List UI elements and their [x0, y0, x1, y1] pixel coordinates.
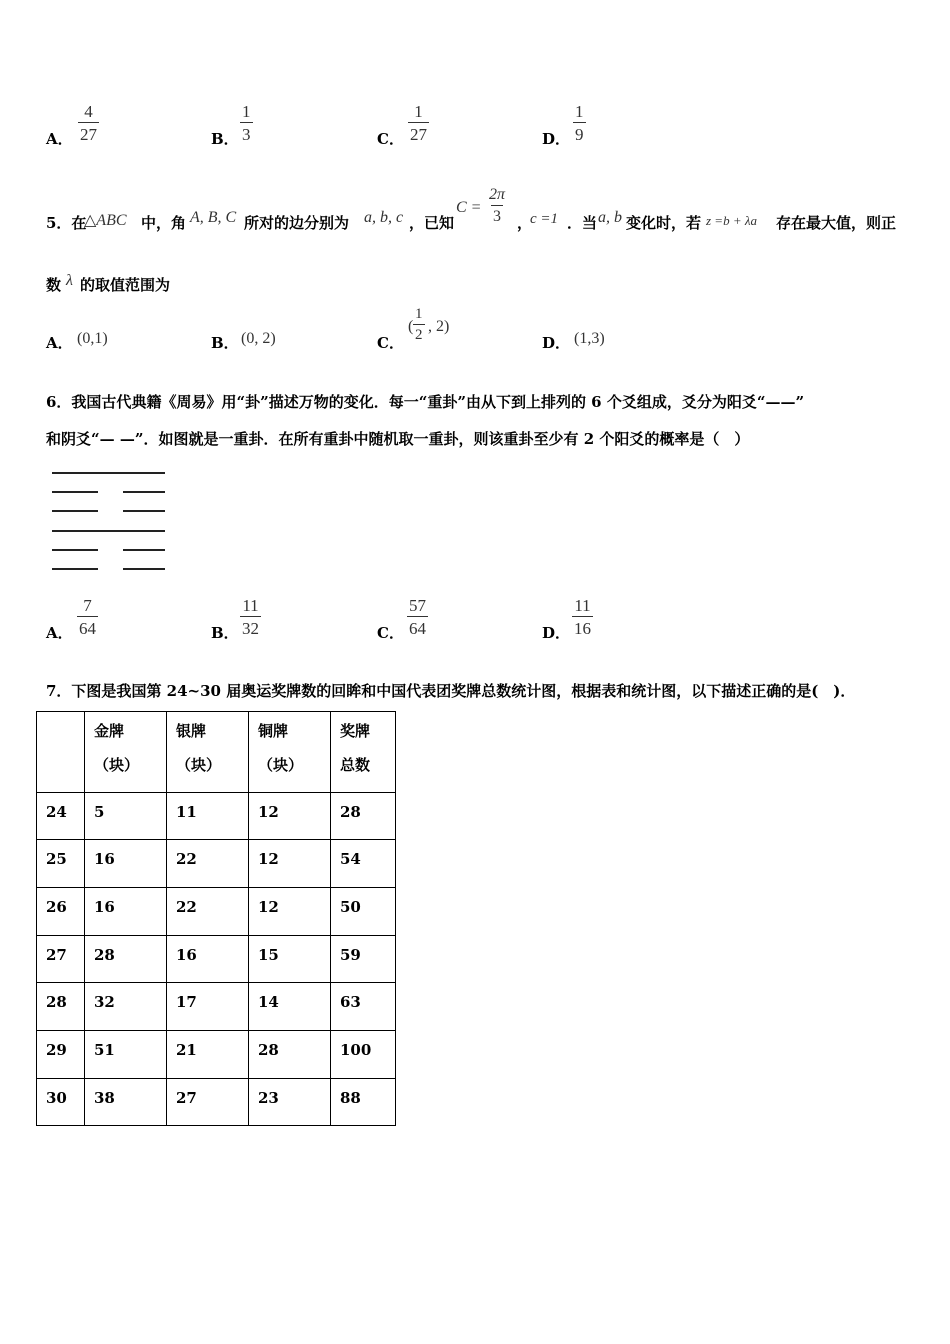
table-cell: 59 [331, 936, 396, 983]
table-cell: 27 [167, 1079, 249, 1126]
table-row [37, 888, 396, 936]
yang-line [52, 530, 165, 532]
option-value-rest: , 2) [428, 318, 450, 335]
q5-text: 存在最大值，则正 [776, 214, 897, 232]
table-cell: 29 [37, 1031, 85, 1079]
option-fraction: $\frac{4}{27}$ [80, 102, 97, 144]
option-label: B． [211, 130, 239, 148]
yin-line-left [52, 491, 98, 493]
q5-sides: a, b, c [364, 209, 404, 226]
table-cell: 51 [85, 1031, 167, 1079]
option-label: C． [377, 624, 404, 642]
q5-text: 数 [46, 276, 62, 294]
yang-line [52, 472, 165, 474]
q5-text: ，已知 [409, 214, 455, 232]
q6-text-line2: 和阴爻“— —”．如图就是一重卦．在所有重卦中随机取一重卦，则该重卦至少有 2 个阳爻的概率是（ ） [46, 430, 750, 448]
table-cell: 32 [85, 983, 167, 1031]
table-cell: 24 [37, 793, 85, 840]
table-cell: 100 [331, 1031, 396, 1079]
table-cell: 12 [249, 793, 331, 840]
table-row [37, 936, 396, 983]
option-label: B． [211, 624, 239, 642]
q5-angles: A, B, C [190, 209, 237, 226]
table-cell: 50 [331, 888, 396, 936]
table-cell: 63 [331, 983, 396, 1031]
table-cell: 22 [167, 840, 249, 888]
table-cell: 17 [167, 983, 249, 1031]
q5-ab: a, b [598, 209, 622, 226]
header-cell-silver: 银牌 （块） [167, 712, 249, 793]
table-cell: 88 [331, 1079, 396, 1126]
option-fraction: $\frac{1}{9}$ [575, 102, 584, 144]
option-label: A． [46, 130, 73, 148]
q5-text: ．当 [567, 214, 598, 232]
table-cell: 28 [331, 793, 396, 840]
option-label: D． [542, 334, 571, 352]
table-cell: 30 [37, 1079, 85, 1126]
table-cell: 5 [85, 793, 167, 840]
table-row [37, 1031, 396, 1079]
option-label: A． [46, 624, 73, 642]
option-label: A． [46, 334, 73, 352]
q5-text: 的取值范围为 [80, 276, 171, 294]
yin-line-right [123, 568, 165, 570]
q5-lambda: λ [66, 272, 73, 289]
option-fraction: $\frac{11}{32}$ [242, 596, 259, 638]
table-cell: 26 [37, 888, 85, 936]
q5-text: 中，角 [141, 214, 187, 232]
yin-line-right [123, 491, 165, 493]
table-row [37, 983, 396, 1031]
q5-c-fraction: $\frac{2\pi}{3}$ [489, 186, 506, 225]
table-cell: 14 [249, 983, 331, 1031]
q6-text-line1: 6．我国古代典籍《周易》用“卦”描述万物的变化．每一“重卦”由从下到上排列的 6 个爻组成，爻分为阳爻“——” [46, 393, 805, 411]
table-cell: 16 [167, 936, 249, 983]
table-cell: 54 [331, 840, 396, 888]
header-cell-total: 奖牌 总数 [331, 712, 396, 793]
q7-text: 7．下图是我国第 24~30 届奥运奖牌数的回眸和中国代表团奖牌总数统计图，根据表和统计图，以下描述正确的是( )． [46, 682, 856, 700]
q5-text: 5．在 [46, 214, 87, 232]
q5-c-eq: c =1 [530, 211, 559, 227]
option-value: (0,1) [77, 330, 108, 347]
option-label: D． [542, 130, 571, 148]
table-cell: 21 [167, 1031, 249, 1079]
table-cell: 28 [37, 983, 85, 1031]
table-cell: 28 [249, 1031, 331, 1079]
option-fraction: $\frac{1}{27}$ [410, 102, 427, 144]
q5-z-expr: z =b + λa [706, 213, 757, 228]
table-cell: 12 [249, 888, 331, 936]
table-row [37, 840, 396, 888]
header-cell-gold: 金牌 （块） [85, 712, 167, 793]
header-cell-bronze: 铜牌 （块） [249, 712, 331, 793]
yin-line-left [52, 510, 98, 512]
yin-line-left [52, 549, 98, 551]
table-cell: 12 [249, 840, 331, 888]
option-fraction: $\frac{1}{3}$ [242, 102, 251, 144]
q5-text: 变化时，若 [626, 214, 702, 232]
q5-text: 所对的边分别为 [244, 214, 350, 232]
option-fraction: $\frac{57}{64}$ [409, 596, 426, 638]
q5-triangle: △ABC [84, 212, 127, 229]
option-fraction: $\frac{11}{16}$ [574, 596, 591, 638]
q5-c-lhs: C = [456, 199, 482, 216]
medal-table [36, 711, 396, 1126]
option-fraction: $\frac{1}{2}$ [415, 306, 423, 343]
table-cell: 16 [85, 888, 167, 936]
yin-line-right [123, 549, 165, 551]
table-cell: 28 [85, 936, 167, 983]
yin-line-left [52, 568, 98, 570]
option-value: (0, 2) [241, 330, 276, 347]
table-cell: 16 [85, 840, 167, 888]
table-cell: 27 [37, 936, 85, 983]
table-cell: 25 [37, 840, 85, 888]
header-cell [37, 712, 85, 793]
option-value: (1,3) [574, 330, 605, 347]
option-label: C． [377, 334, 404, 352]
table-cell: 15 [249, 936, 331, 983]
table-cell: 22 [167, 888, 249, 936]
table-row [37, 1079, 396, 1126]
table-cell: 38 [85, 1079, 167, 1126]
table-row [37, 793, 396, 840]
table-header-row [37, 712, 396, 793]
option-fraction: $\frac{7}{64}$ [79, 596, 96, 638]
option-label: D． [542, 624, 571, 642]
option-value-open: ( [408, 318, 414, 335]
table-cell: 11 [167, 793, 249, 840]
q5-text: ， [517, 214, 533, 232]
yin-line-right [123, 510, 165, 512]
option-label: C． [377, 130, 404, 148]
table-cell: 23 [249, 1079, 331, 1126]
option-label: B． [211, 334, 239, 352]
